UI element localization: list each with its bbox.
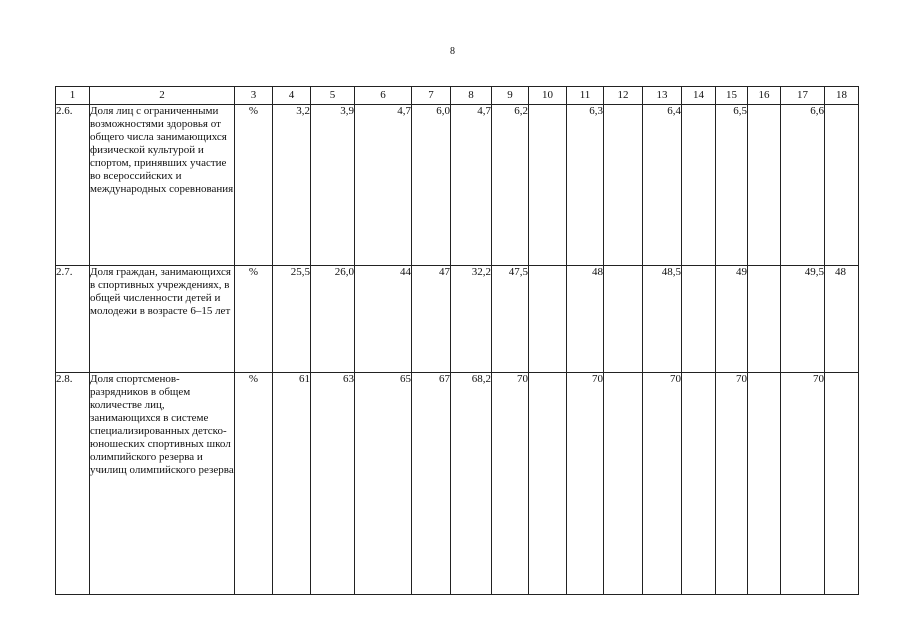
- value-cell: 6,2: [492, 105, 529, 266]
- value-cell: 70: [716, 373, 748, 595]
- value-cell: 25,5: [273, 266, 311, 373]
- indicator-description: Доля спортсменов-разрядников в общем количестве лиц, занимающихся в системе специализированных детско-юношеских спортивных школ олимпийского резерва и училищ олимпийского резерва: [90, 373, 235, 595]
- row-number: 2.7.: [56, 266, 90, 373]
- value-cell: 6,5: [716, 105, 748, 266]
- row-number: 2.6.: [56, 105, 90, 266]
- value-cell: 48: [825, 266, 859, 373]
- value-cell: 70: [643, 373, 682, 595]
- column-number: 16: [748, 87, 781, 105]
- value-cell: 3,2: [273, 105, 311, 266]
- unit-cell: %: [235, 105, 273, 266]
- column-number: 9: [492, 87, 529, 105]
- column-number: 4: [273, 87, 311, 105]
- column-number: 5: [311, 87, 355, 105]
- indicator-description: Доля лиц с ограниченными возможностями здоровья от общего числа занимающихся физической культурой и спортом, принявших участие во всероссийских и международных соревнования: [90, 105, 235, 266]
- row-number: 2.8.: [56, 373, 90, 595]
- value-cell: 6,4: [643, 105, 682, 266]
- indicator-description: Доля граждан, занимающихся в спортивных учреждениях, в общей численности детей и молодежи в возрасте 6–15 лет: [90, 266, 235, 373]
- column-number: 7: [412, 87, 451, 105]
- value-cell: [529, 266, 567, 373]
- value-cell: 6,6: [781, 105, 825, 266]
- value-cell: 48,5: [643, 266, 682, 373]
- value-cell: [682, 266, 716, 373]
- value-cell: [748, 105, 781, 266]
- value-cell: 4,7: [451, 105, 492, 266]
- value-cell: 70: [567, 373, 604, 595]
- unit-cell: %: [235, 373, 273, 595]
- column-number: 6: [355, 87, 412, 105]
- unit-cell: %: [235, 266, 273, 373]
- value-cell: 3,9: [311, 105, 355, 266]
- column-number: 8: [451, 87, 492, 105]
- value-cell: [529, 373, 567, 595]
- value-cell: 61: [273, 373, 311, 595]
- indicators-table: [55, 86, 859, 595]
- value-cell: [748, 266, 781, 373]
- page-number: 8: [450, 46, 455, 57]
- column-number: 13: [643, 87, 682, 105]
- value-cell: [748, 373, 781, 595]
- column-number: 10: [529, 87, 567, 105]
- column-number: 3: [235, 87, 273, 105]
- value-cell: 6,3: [567, 105, 604, 266]
- value-cell: [604, 266, 643, 373]
- column-number-row: [56, 87, 859, 105]
- value-cell: [682, 105, 716, 266]
- value-cell: 48: [567, 266, 604, 373]
- value-cell: 68,2: [451, 373, 492, 595]
- value-cell: 26,0: [311, 266, 355, 373]
- value-cell: 4,7: [355, 105, 412, 266]
- value-cell: 32,2: [451, 266, 492, 373]
- table-row: [56, 105, 859, 266]
- value-cell: 70: [781, 373, 825, 595]
- value-cell: 47: [412, 266, 451, 373]
- value-cell: 6,0: [412, 105, 451, 266]
- column-number: 15: [716, 87, 748, 105]
- value-cell: [604, 105, 643, 266]
- column-number: 2: [90, 87, 235, 105]
- value-cell: [604, 373, 643, 595]
- value-cell: [529, 105, 567, 266]
- value-cell: 70: [492, 373, 529, 595]
- column-number: 12: [604, 87, 643, 105]
- column-number: 14: [682, 87, 716, 105]
- column-number: 1: [56, 87, 90, 105]
- value-cell: 49: [716, 266, 748, 373]
- value-cell: 63: [311, 373, 355, 595]
- value-cell: 44: [355, 266, 412, 373]
- value-cell: 65: [355, 373, 412, 595]
- value-cell: [682, 373, 716, 595]
- column-number: 18: [825, 87, 859, 105]
- value-cell: [825, 105, 859, 266]
- value-cell: 47,5: [492, 266, 529, 373]
- table-row: [56, 266, 859, 373]
- table-row: [56, 373, 859, 595]
- value-cell: [825, 373, 859, 595]
- column-number: 11: [567, 87, 604, 105]
- column-number: 17: [781, 87, 825, 105]
- value-cell: 49,5: [781, 266, 825, 373]
- value-cell: 67: [412, 373, 451, 595]
